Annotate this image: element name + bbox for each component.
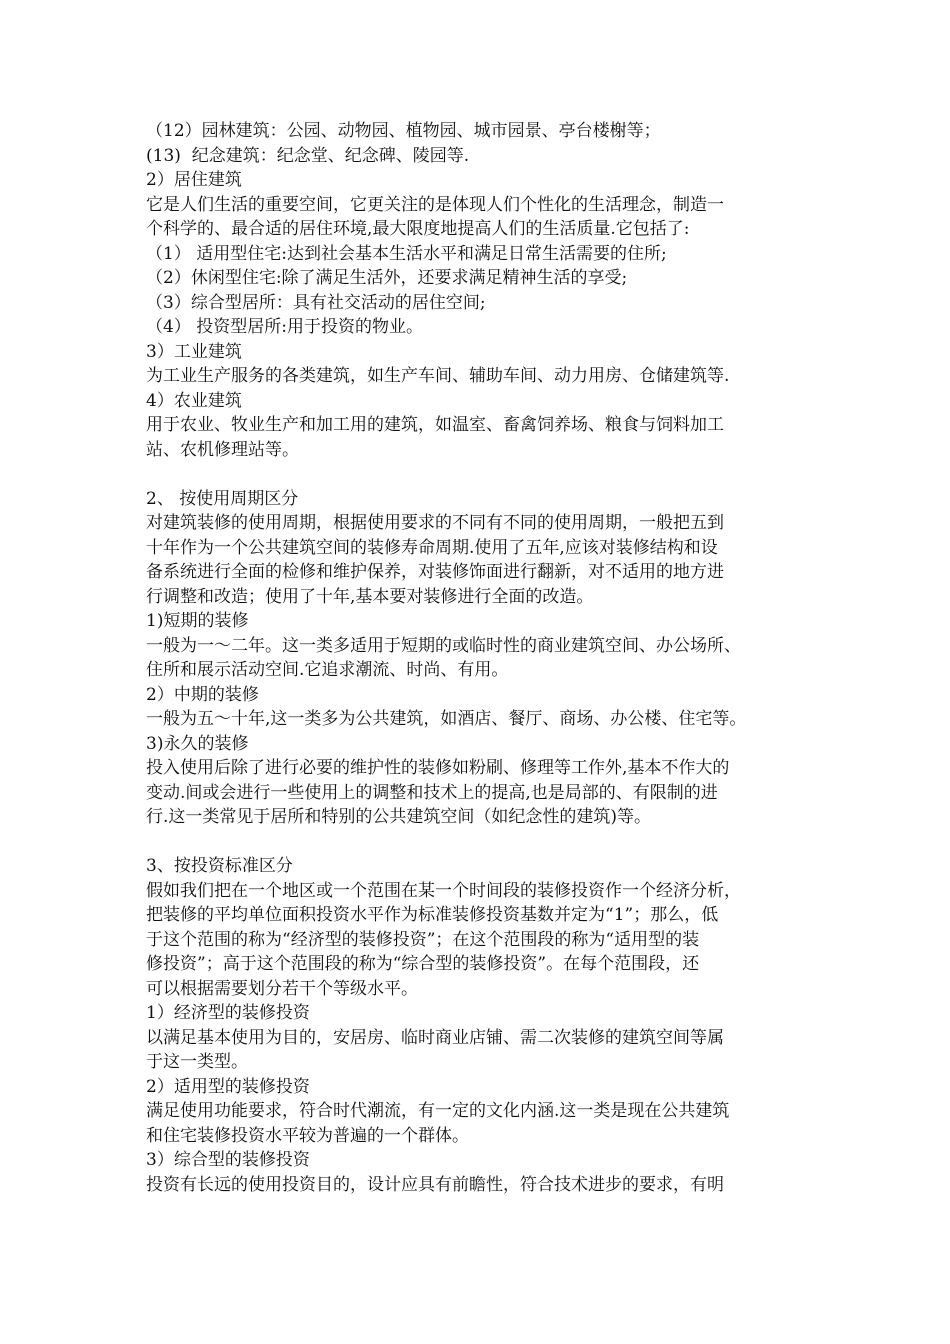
section-heading: 3)永久的装修 [146, 733, 249, 754]
section-heading: 2）居住建筑 [146, 170, 242, 190]
text-line: （4） 投资型居所:用于投资的物业。 [146, 317, 423, 337]
section-heading: 3）工业建筑 [146, 341, 242, 362]
text-line: 个科学的、最合适的居住环境,最大限度地提高人们的生活质量.它包括了: [146, 219, 690, 239]
section-heading: 2）中期的装修 [146, 684, 259, 705]
section-heading: 2）适用型的装修投资 [146, 1076, 310, 1097]
text-line: 可以根据需要划分若干个等级水平。 [146, 978, 418, 999]
text-line: 修投资”；高于这个范围段的称为“综合型的装修投资”。在每个范围段，还 [146, 954, 700, 974]
text-line: 行.这一类常见于居所和特别的公共建筑空间（如纪念性的建筑)等。 [146, 807, 652, 827]
text-line: 把装修的平均单位面积投资水平作为标准装修投资基数并定为“1”；那么，低 [146, 905, 719, 925]
text-line: 投入使用后除了进行必要的维护性的装修如粉刷、修理等工作外,基本不作大的 [146, 758, 730, 778]
text-line: 为工业生产服务的各类建筑，如生产车间、辅助车间、动力用房、仓储建筑等. [146, 366, 730, 386]
text-line: 对建筑装修的使用周期，根据使用要求的不同有不同的使用周期，一般把五到 [146, 513, 724, 533]
text-line: 满足使用功能要求，符合时代潮流，有一定的文化内涵.这一类是现在公共建筑 [146, 1101, 730, 1121]
text-line: 投资有长远的使用投资目的，设计应具有前瞻性，符合技术进步的要求，有明 [146, 1174, 724, 1195]
text-line: 行调整和改造；使用了十年,基本要对装修进行全面的改造。 [146, 586, 594, 607]
text-line: 一般为五～十年,这一类多为公共建筑，如酒店、餐厅、商场、办公楼、住宅等。 [146, 709, 747, 729]
section-heading: 1)短期的装修 [146, 611, 249, 631]
section-heading: 3）综合型的装修投资 [146, 1150, 310, 1170]
text-line: （3）综合型居所：具有社交活动的居住空间; [146, 292, 486, 313]
text-line: 站、农机修理站等。 [146, 439, 299, 460]
blank-line [146, 830, 836, 855]
text-line: 它是人们生活的重要空间，它更关注的是体现人们个性化的生活理念，制造一 [146, 194, 724, 215]
text-line: 假如我们把在一个地区或一个范围在某一个时间段的装修投资作一个经济分析， [146, 880, 741, 901]
text-line: 变动.间或会进行一些使用上的调整和技术上的提高,也是局部的、有限制的进 [146, 782, 718, 803]
text-line: 以满足基本使用为目的，安居房、临时商业店铺、需二次装修的建筑空间等属 [146, 1027, 724, 1048]
text-line: （12）园林建筑：公园、动物园、植物园、城市园景、亭台楼榭等； [146, 121, 661, 141]
document-body [146, 119, 836, 1197]
section-heading: 4）农业建筑 [146, 390, 242, 411]
text-line: 备系统进行全面的检修和维护保养，对装修饰面进行翻新，对不适用的地方进 [146, 562, 724, 582]
text-line: （1） 适用型住宅:达到社会基本生活水平和满足日常生活需要的住所; [146, 243, 667, 264]
section-heading: 1）经济型的装修投资 [146, 1003, 310, 1023]
text-line: 于这个范围的称为“经济型的装修投资”；在这个范围段的称为“适用型的装 [146, 929, 700, 950]
chapter-heading: 2、 按使用周期区分 [146, 488, 299, 509]
chapter-heading: 3、按投资标准区分 [146, 856, 293, 876]
text-line: 和住宅装修投资水平较为普遍的一个群体。 [146, 1125, 469, 1146]
text-line: 一般为一～二年。这一类多适用于短期的或临时性的商业建筑空间、办公场所、 [146, 635, 741, 656]
text-line: 于这一类型。 [146, 1052, 248, 1072]
text-line: 用于农业、牧业生产和加工用的建筑，如温室、畜禽饲养场、粮食与饲料加工 [146, 415, 724, 435]
text-line: (13) 纪念建筑：纪念堂、纪念碑、陵园等. [146, 145, 470, 166]
text-line: 十年作为一个公共建筑空间的装修寿命周期.使用了五年,应该对装修结构和设 [146, 537, 718, 558]
blank-line [146, 462, 836, 487]
text-line: 住所和展示活动空间.它追求潮流、时尚、有用。 [146, 660, 509, 680]
text-line: （2）休闲型住宅:除了满足生活外，还要求满足精神生活的享受; [146, 268, 628, 288]
